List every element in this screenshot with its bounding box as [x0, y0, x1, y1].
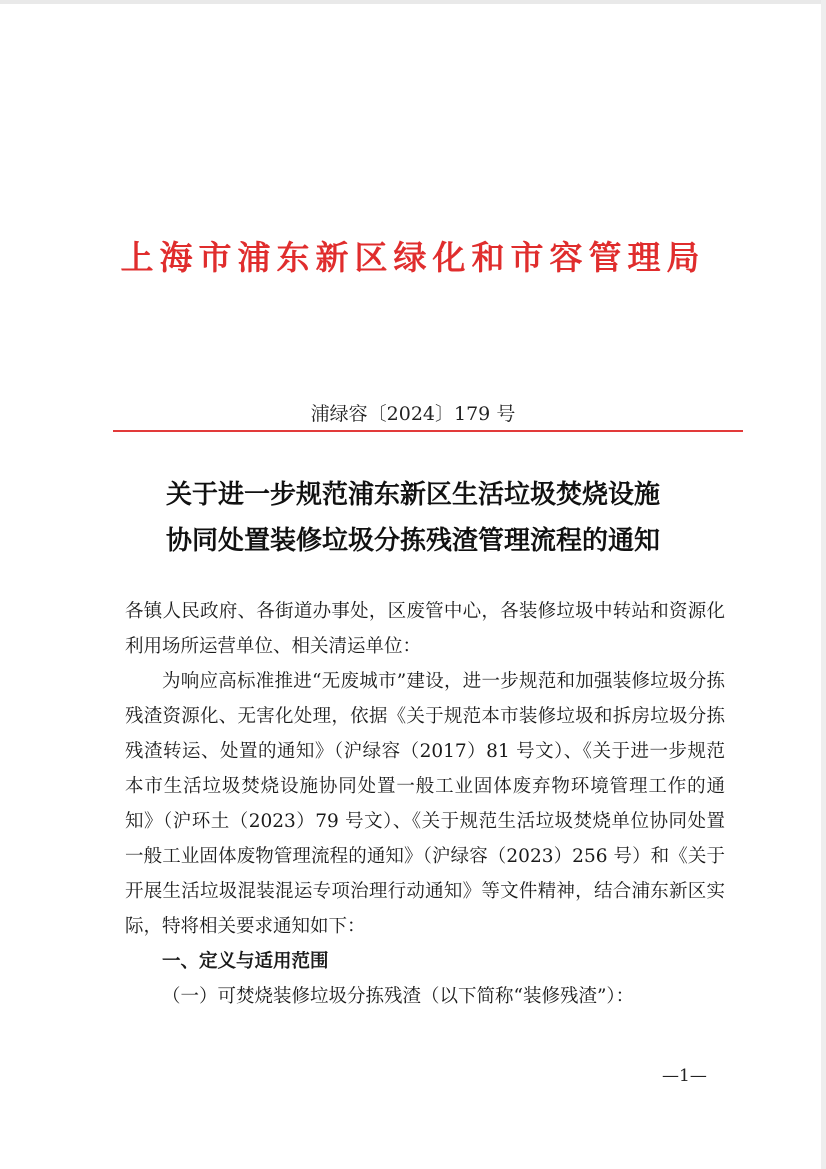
document-title — [0, 472, 826, 564]
title-line-2: 协同处置装修垃圾分拣残渣管理流程的通知 — [165, 526, 660, 556]
scan-top-edge — [0, 0, 826, 4]
subsection-1: （一）可焚烧装修垃圾分拣残渣（以下简称“装修残渣”）： — [162, 986, 635, 1007]
agency-letterhead: 上海市浦东新区绿化和市容管理局 — [120, 238, 706, 277]
title-line-1: 关于进一步规范浦东新区生活垃圾焚烧设施 — [165, 480, 660, 510]
body-paragraph-1: 为响应高标准推进“无废城市”建设，进一步规范和加强装修垃圾分拣残渣资源化、无害化处理，依据《关于规范本市装修垃圾和拆房垃圾分拣残渣转运、处置的通知》（沪绿容（2017）81 号文）、《关于进一步规范本市生活垃圾焚烧设施协同处置一般工业固体废弃物环境管理工作的通知》（沪环土（2023）79 号文）、《关于规范生活垃圾焚烧单位协同处置一般工业固体废物管理流程的通知》（沪绿容（2023）256 号）和《关于开展生活垃圾混装混运专项治理行动通知》等文件精神，结合浦东新区实际，特将相关要求通知如下： — [125, 671, 725, 937]
scan-right-edge — [821, 0, 826, 1169]
red-divider-line — [113, 430, 743, 432]
section-heading-1: 一、定义与适用范围 — [162, 951, 329, 972]
document-number: 浦绿容〔2024〕179 号 — [310, 403, 516, 425]
page-number: —1— — [662, 1066, 707, 1086]
addressee-paragraph: 各镇人民政府、各街道办事处，区废管中心，各装修垃圾中转站和资源化利用场所运营单位、相关清运单位： — [125, 601, 725, 657]
document-body — [125, 594, 725, 1014]
